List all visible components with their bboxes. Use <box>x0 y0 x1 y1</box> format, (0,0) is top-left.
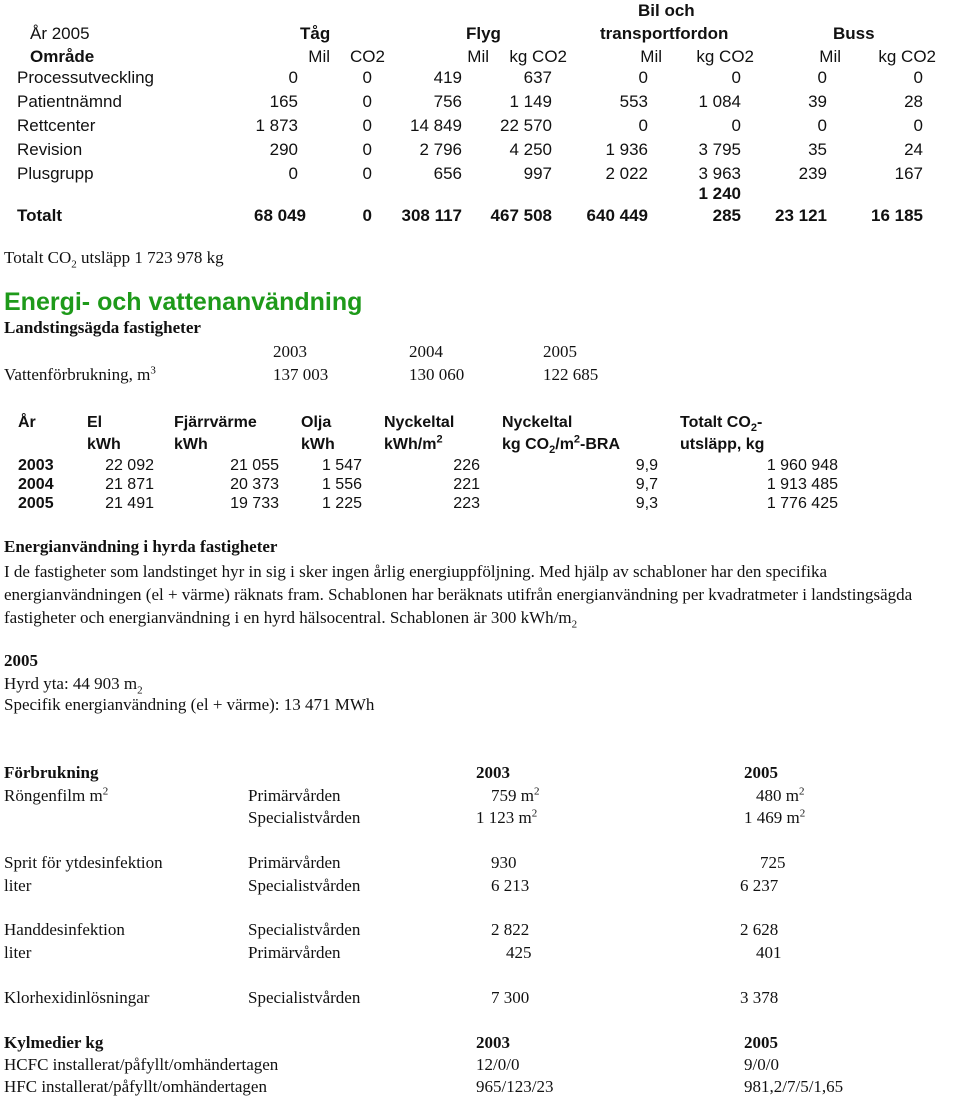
cell: 1 084 <box>698 92 741 111</box>
cell: 3 795 <box>698 140 741 159</box>
cell: 0 <box>362 140 372 159</box>
energy-nk2: 9,3 <box>635 495 658 512</box>
total-cell: 68 049 <box>254 206 306 225</box>
total-cell: 285 <box>712 206 741 225</box>
cell: 24 <box>904 140 923 159</box>
mode-buss: Buss <box>833 24 875 43</box>
energy-nk1: 223 <box>453 495 480 512</box>
energy-year: 2004 <box>18 476 54 493</box>
col-buss-mil: Mil <box>819 47 841 66</box>
total-cell: 1 240 <box>698 184 741 203</box>
item-name: liter <box>4 943 32 962</box>
coolants-year-2: 2005 <box>744 1033 778 1052</box>
total-co2-line: Totalt $CO_2$ utsläpp 1 723 978 kg <box>4 248 224 271</box>
rented-year: 2005 <box>4 651 38 670</box>
energy-subheading: Landstingsägda fastigheter <box>4 318 201 337</box>
cell: 0 <box>817 68 827 87</box>
row-name: Plusgrupp <box>17 164 94 183</box>
item-v1: 7 300 <box>491 988 530 1007</box>
energy-year: 2005 <box>18 495 54 512</box>
energy-nk1: 226 <box>453 457 480 474</box>
cell: 167 <box>894 164 923 183</box>
unit-fjarrvarme: kWh <box>174 436 208 453</box>
cell: 0 <box>288 164 298 183</box>
energy-nk2: 9,7 <box>635 476 658 493</box>
row-name: Rettcenter <box>17 116 96 135</box>
item-dept: Primärvården <box>248 943 341 962</box>
col-flyg-mil: Mil <box>467 47 489 66</box>
rented-paragraph: I de fastigheter som landstinget hyr in sig i sker ingen årlig energiuppföljning. Med hjälp av schabloner har den specifika energianvändningen (el + värme) räknats fram. Schablonen har beräknats utifrån energianvändning per kvadratmeter i landstingsägda fastigheter och energianvändning i en hyrd hälsocentral. Schablonen är 300 kWh/$m_2$ <box>4 562 913 631</box>
cell: 0 <box>288 68 298 87</box>
total-cell: 23 121 <box>775 206 827 225</box>
col-omrade: Område <box>30 47 95 66</box>
cell: 22 570 <box>500 116 552 135</box>
hdr-totalt-co2: Totalt $CO_2-$ <box>680 414 763 435</box>
item-name: Röngenfilm $m^2$ <box>4 785 109 805</box>
unit-totalt: utsläpp, kg <box>680 436 765 453</box>
energy-fv: 21 055 <box>230 457 279 474</box>
cell: 2 022 <box>605 164 648 183</box>
coolant-name: HCFC installerat/påfyllt/omhändertagen <box>4 1055 279 1074</box>
cell: 0 <box>362 164 372 183</box>
cell: 0 <box>913 68 923 87</box>
energy-nk1: 221 <box>453 476 480 493</box>
water-label: Vattenförbrukning, $m^3$ <box>4 364 156 384</box>
item-v1: 1 123 $m^2$ <box>476 807 538 827</box>
energy-fv: 20 373 <box>230 476 279 493</box>
item-name: liter <box>4 876 32 895</box>
coolant-v1: 965/123/23 <box>476 1077 554 1096</box>
water-value: 122 685 <box>543 365 599 384</box>
hdr-nyckeltal-1: Nyckeltal <box>384 414 455 431</box>
hdr-el: El <box>87 414 103 431</box>
coolants-year-1: 2003 <box>476 1033 510 1052</box>
cell: 35 <box>808 140 827 159</box>
water-value: 130 060 <box>409 365 465 384</box>
cell: 4 250 <box>509 140 552 159</box>
energy-el: 22 092 <box>105 457 154 474</box>
item-dept: Specialistvården <box>248 988 361 1007</box>
item-v2: 480 $m^2$ <box>756 785 805 805</box>
item-name: Sprit för ytdesinfektion <box>4 853 163 872</box>
coolant-v2: 981,2/7/5/1,65 <box>744 1077 844 1096</box>
energy-olja: 1 547 <box>321 457 362 474</box>
item-v2: 725 <box>760 853 786 872</box>
cell: 1 873 <box>255 116 298 135</box>
cell: 0 <box>913 116 923 135</box>
item-v2: 1 469 $m^2$ <box>744 807 806 827</box>
coolant-v1: 12/0/0 <box>476 1055 520 1074</box>
unit-nyckeltal-1: kWh/$m^2$ <box>384 433 443 453</box>
energy-nk2: 9,9 <box>635 457 658 474</box>
cell: 756 <box>433 92 462 111</box>
unit-nyckeltal-2: kg $CO_2/m^2$-BRA <box>502 433 621 457</box>
cell: 39 <box>808 92 827 111</box>
hdr-nyckeltal-2: Nyckeltal <box>502 414 573 431</box>
mode-bil-line2: transportfordon <box>600 24 729 43</box>
cell: 0 <box>362 92 372 111</box>
item-v1: 2 822 <box>491 920 530 939</box>
energy-fv: 19 733 <box>230 495 279 512</box>
cell: 0 <box>731 116 741 135</box>
energy-olja: 1 556 <box>321 476 362 493</box>
total-label: Totalt <box>17 206 63 225</box>
coolants-heading: Kylmedier kg <box>4 1033 104 1052</box>
energy-el: 21 491 <box>105 495 154 512</box>
hdr-fjarrvarme: Fjärrvärme <box>174 414 257 431</box>
year-2003: 2003 <box>273 342 307 361</box>
cell: 997 <box>523 164 552 183</box>
consumption-year-1: 2003 <box>476 763 510 782</box>
cell: 165 <box>269 92 298 111</box>
cell: 28 <box>904 92 923 111</box>
energy-tot: 1 960 948 <box>766 457 838 474</box>
unit-olja: kWh <box>301 436 335 453</box>
rented-heading: Energianvändning i hyrda fastigheter <box>4 537 278 556</box>
item-v2: 2 628 <box>740 920 779 939</box>
item-v1: 759 $m^2$ <box>491 785 540 805</box>
item-dept: Specialistvården <box>248 920 361 939</box>
cell: 1 149 <box>509 92 552 111</box>
hdr-olja: Olja <box>301 414 332 431</box>
year-label: År 2005 <box>30 24 90 43</box>
cell: 3 963 <box>698 164 741 183</box>
row-name: Patientnämnd <box>17 92 122 111</box>
row-name: Revision <box>17 140 83 159</box>
hdr-ar: År <box>18 414 36 431</box>
item-dept: Specialistvården <box>248 876 361 895</box>
rented-specific: Specifik energianvändning (el + värme): 13 471 MWh <box>4 695 375 714</box>
rented-area: Hyrd yta: 44 903 $m_2$ <box>4 674 143 697</box>
item-v2: 3 378 <box>740 988 779 1007</box>
col-tag-mil: Mil <box>308 47 330 66</box>
cell: 0 <box>638 116 648 135</box>
col-bil-kgco2: kg CO2 <box>696 47 754 66</box>
cell: 0 <box>362 68 372 87</box>
energy-tot: 1 913 485 <box>766 476 838 493</box>
row-name: Processutveckling <box>17 68 155 87</box>
cell: 0 <box>638 68 648 87</box>
coolant-name: HFC installerat/påfyllt/omhändertagen <box>4 1077 267 1096</box>
coolant-v2: 9/0/0 <box>744 1055 779 1074</box>
cell: 239 <box>798 164 827 183</box>
cell: 656 <box>433 164 462 183</box>
cell: 0 <box>731 68 741 87</box>
item-name: Handdesinfektion <box>4 920 125 939</box>
consumption-year-2: 2005 <box>744 763 778 782</box>
cell: 2 796 <box>419 140 462 159</box>
cell: 553 <box>619 92 648 111</box>
col-buss-kgco2: kg CO2 <box>878 47 936 66</box>
total-cell: 467 508 <box>490 206 552 225</box>
year-2005: 2005 <box>543 342 577 361</box>
item-name: Klorhexidinlösningar <box>4 988 150 1007</box>
cell: 0 <box>362 116 372 135</box>
item-dept: Specialistvården <box>248 808 361 827</box>
col-bil-mil: Mil <box>640 47 662 66</box>
item-dept: Primärvården <box>248 786 341 805</box>
total-cell: 308 117 <box>401 206 462 225</box>
item-v1: 425 <box>506 943 532 962</box>
total-cell: 16 185 <box>871 206 923 225</box>
col-flyg-kgco2: kg CO2 <box>509 47 567 66</box>
energy-year: 2003 <box>18 457 54 474</box>
total-cell: 0 <box>362 206 372 225</box>
energy-olja: 1 225 <box>321 495 362 512</box>
unit-el: kWh <box>87 436 121 453</box>
col-tag-co2: CO2 <box>350 47 385 66</box>
mode-tag: Tåg <box>300 24 331 43</box>
year-2004: 2004 <box>409 342 443 361</box>
cell: 14 849 <box>410 116 462 135</box>
energy-heading: Energi- och vattenanvändning <box>4 288 363 316</box>
mode-flyg: Flyg <box>466 24 501 43</box>
cell: 419 <box>433 68 462 87</box>
cell: 0 <box>817 116 827 135</box>
cell: 637 <box>523 68 552 87</box>
item-v2: 401 <box>756 943 782 962</box>
water-value: 137 003 <box>273 365 329 384</box>
total-cell: 640 449 <box>586 206 648 225</box>
cell: 1 936 <box>605 140 648 159</box>
item-v2: 6 237 <box>740 876 779 895</box>
item-v1: 6 213 <box>491 876 530 895</box>
cell: 290 <box>269 140 298 159</box>
item-dept: Primärvården <box>248 853 341 872</box>
consumption-heading: Förbrukning <box>4 763 99 782</box>
mode-bil-line1: Bil och <box>638 1 695 20</box>
energy-el: 21 871 <box>105 476 154 493</box>
energy-tot: 1 776 425 <box>766 495 838 512</box>
item-v1: 930 <box>491 853 517 872</box>
